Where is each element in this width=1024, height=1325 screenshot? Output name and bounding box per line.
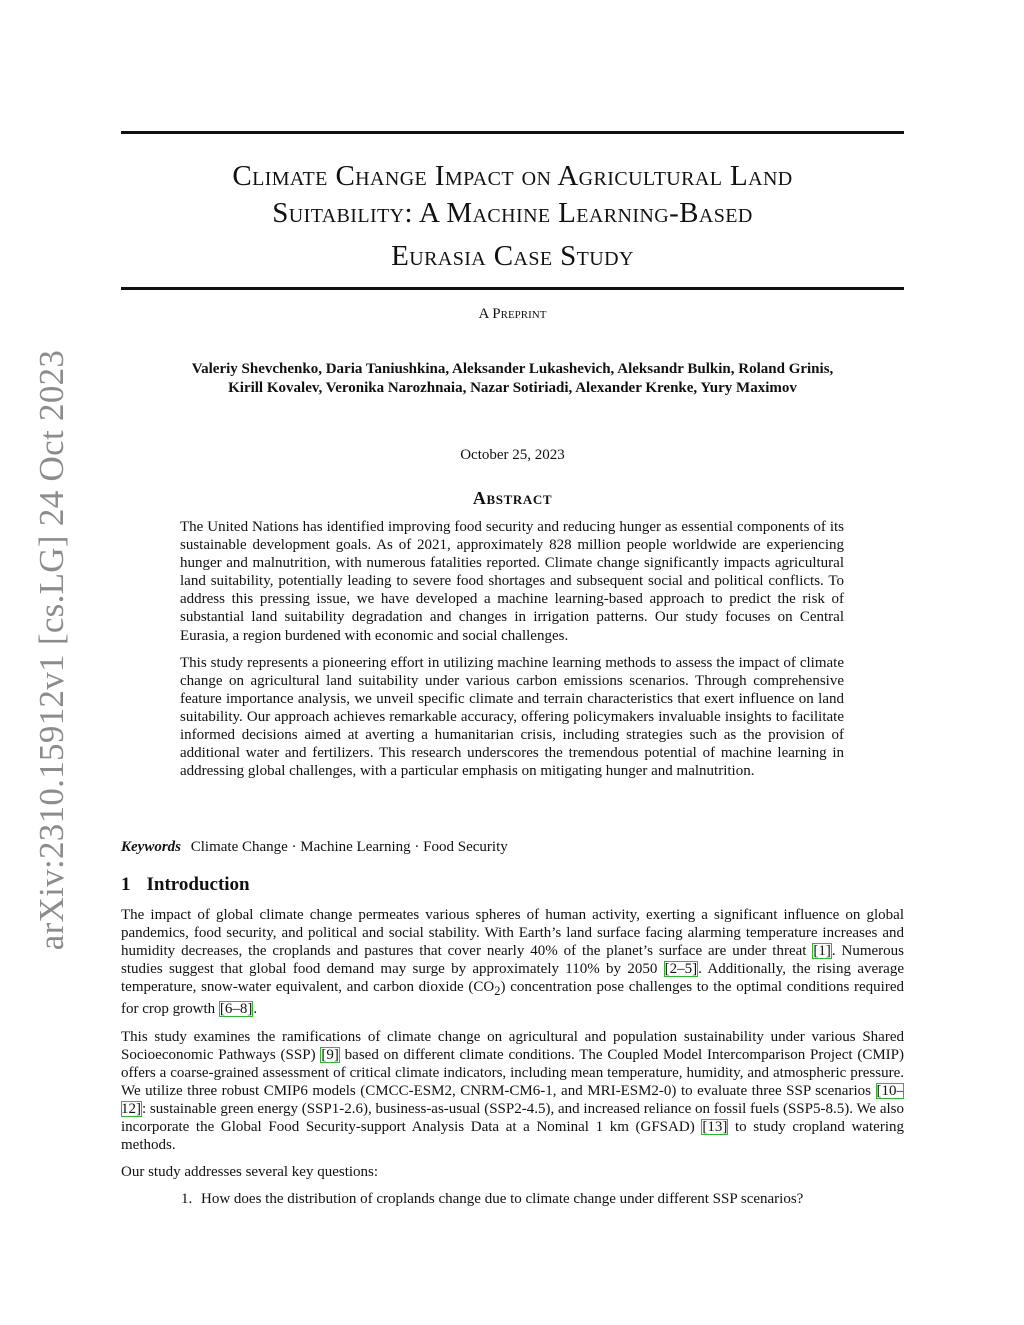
title-line-3: Eurasia Case Study (391, 240, 634, 272)
abstract-paragraph-2: This study represents a pioneering effort in utilizing machine learning methods to assess the impact of climate change on agricultural land suitability under various carbon emissions scenarios. Through comprehensive feature importance analysis, we unveil specific climate and terrain characteristics that exert influence on land suitability. Our approach achieves remarkable accuracy, offering policymakers invaluable insights to facilitate informed decisions aimed at averting a humanitarian crisis, including strategies such as the provision of additional water and fertilizers. This research underscores the tremendous potential of machine learning in addressing global challenges, with a particular emphasis on mitigating hunger and malnutrition. (180, 654, 844, 780)
intro-p1-text-e: . (253, 1001, 258, 1018)
intro-p1-text-b: . Numerous studies suggest that global food demand may surge by approximately 110% by 2050 (121, 943, 904, 978)
intro-p2-text-b: based on different climate conditions. The Coupled Model Intercomparison Project (CMIP) offers a coarse-grained assessment of critical climate indicators, including mean temperature, humidity, and atmospheric pressure. We utilize three robust CMIP6 models (CMCC-ESM2, CNRM-CM6-1, and MRI-ESM2-0) to evaluate three SSP scenarios (121, 1046, 904, 1099)
intro-p1-text-a: The impact of global climate change permeates various spheres of human activity, exerting a significant influence on global pandemics, food security, and political and social stability. With Earth’s land surface facing alarming temperature increases and humidity decreases, the croplands and pastures that cover nearly 40% of the planet’s surface are under threat (121, 907, 904, 960)
intro-paragraph-1 (121, 906, 904, 1019)
introduction-body (121, 906, 904, 1208)
list-item-number: 1. (181, 1191, 193, 1208)
co2-subscript: 2 (494, 984, 501, 999)
intro-p1-text-c: . Additionally, the rising average temperature, snow-water equivalent, and carbon dioxide (CO (121, 961, 904, 996)
list-item-text: How does the distribution of croplands change due to climate change under different SSP scenarios? (201, 1191, 804, 1208)
arxiv-identifier-stamp: arXiv:2310.15912v1 [cs.LG] 24 Oct 2023 (32, 349, 71, 951)
intro-paragraph-3: Our study addresses several key questions: (121, 1164, 379, 1181)
title-line-1: Climate Change Impact on Agricultural Land (232, 160, 793, 192)
section-number: 1 (121, 874, 131, 895)
title-top-rule (121, 131, 904, 134)
list-item (181, 1190, 904, 1208)
intro-p1-text-d: ) concentration pose challenges to the optimal conditions required for crop growth (121, 979, 905, 1018)
citation-link[interactable]: [6–8] (219, 1001, 253, 1018)
abstract-heading: Abstract (472, 488, 553, 508)
citation-link[interactable]: [13] (702, 1119, 728, 1136)
keywords-list: Climate Change · Machine Learning · Food Security (190, 839, 508, 855)
key-questions-list (121, 1190, 904, 1208)
section-heading-introduction (121, 874, 250, 896)
abstract-body (180, 518, 844, 789)
paper-title (121, 158, 904, 275)
intro-p2-text-c: : sustainable green energy (SSP1-2.6), business-as-usual (SSP2-4.5), and increased reliance on fossil fuels (SSP5-8.5). We also incorporate the Global Food Security-support Analysis Data at a Nominal 1 km (GFSAD) (121, 1100, 904, 1136)
authors-line-1: Valeriy Shevchenko, Daria Taniushkina, Aleksander Lukashevich, Aleksandr Bulkin, Roland Grinis, (191, 361, 834, 377)
keywords-line (121, 839, 508, 856)
citation-link[interactable]: [2–5] (664, 961, 698, 978)
intro-p2-text-a: This study examines the ramifications of climate change on agricultural and population sustainability under various Shared Socioeconomic Pathways (SSP) (121, 1028, 904, 1063)
author-list (121, 360, 904, 398)
intro-paragraph-2 (121, 1028, 904, 1155)
citation-link[interactable]: [9] (321, 1046, 339, 1063)
preprint-label: A Preprint (478, 306, 547, 322)
title-line-2: Suitability: A Machine Learning-Based (272, 197, 753, 229)
keywords-label: Keywords (121, 839, 181, 855)
intro-p2-text-d: to study cropland watering methods. (121, 1119, 904, 1154)
citation-link[interactable]: [10–12] (121, 1082, 904, 1117)
publication-date: October 25, 2023 (460, 447, 565, 463)
section-title: Introduction (146, 874, 250, 895)
citation-link[interactable]: [1] (813, 943, 831, 960)
authors-line-2: Kirill Kovalev, Veronika Narozhnaia, Nazar Sotiriadi, Alexander Krenke, Yury Maximov (228, 380, 797, 396)
title-bottom-rule (121, 287, 904, 290)
abstract-paragraph-1: The United Nations has identified improving food security and reducing hunger as essential components of its sustainable development goals. As of 2021, approximately 828 million people worldwide are experiencing hunger and malnutrition, with numerous fatalities reported. Climate change significantly impacts agricultural land suitability, potentially leading to severe food shortages and subsequent social and political conflicts. To address this pressing issue, we have developed a machine learning-based approach to predict the risk of substantial land suitability degradation and changes in irrigation patterns. Our study focuses on Central Eurasia, a region burdened with economic and social challenges. (180, 519, 844, 644)
